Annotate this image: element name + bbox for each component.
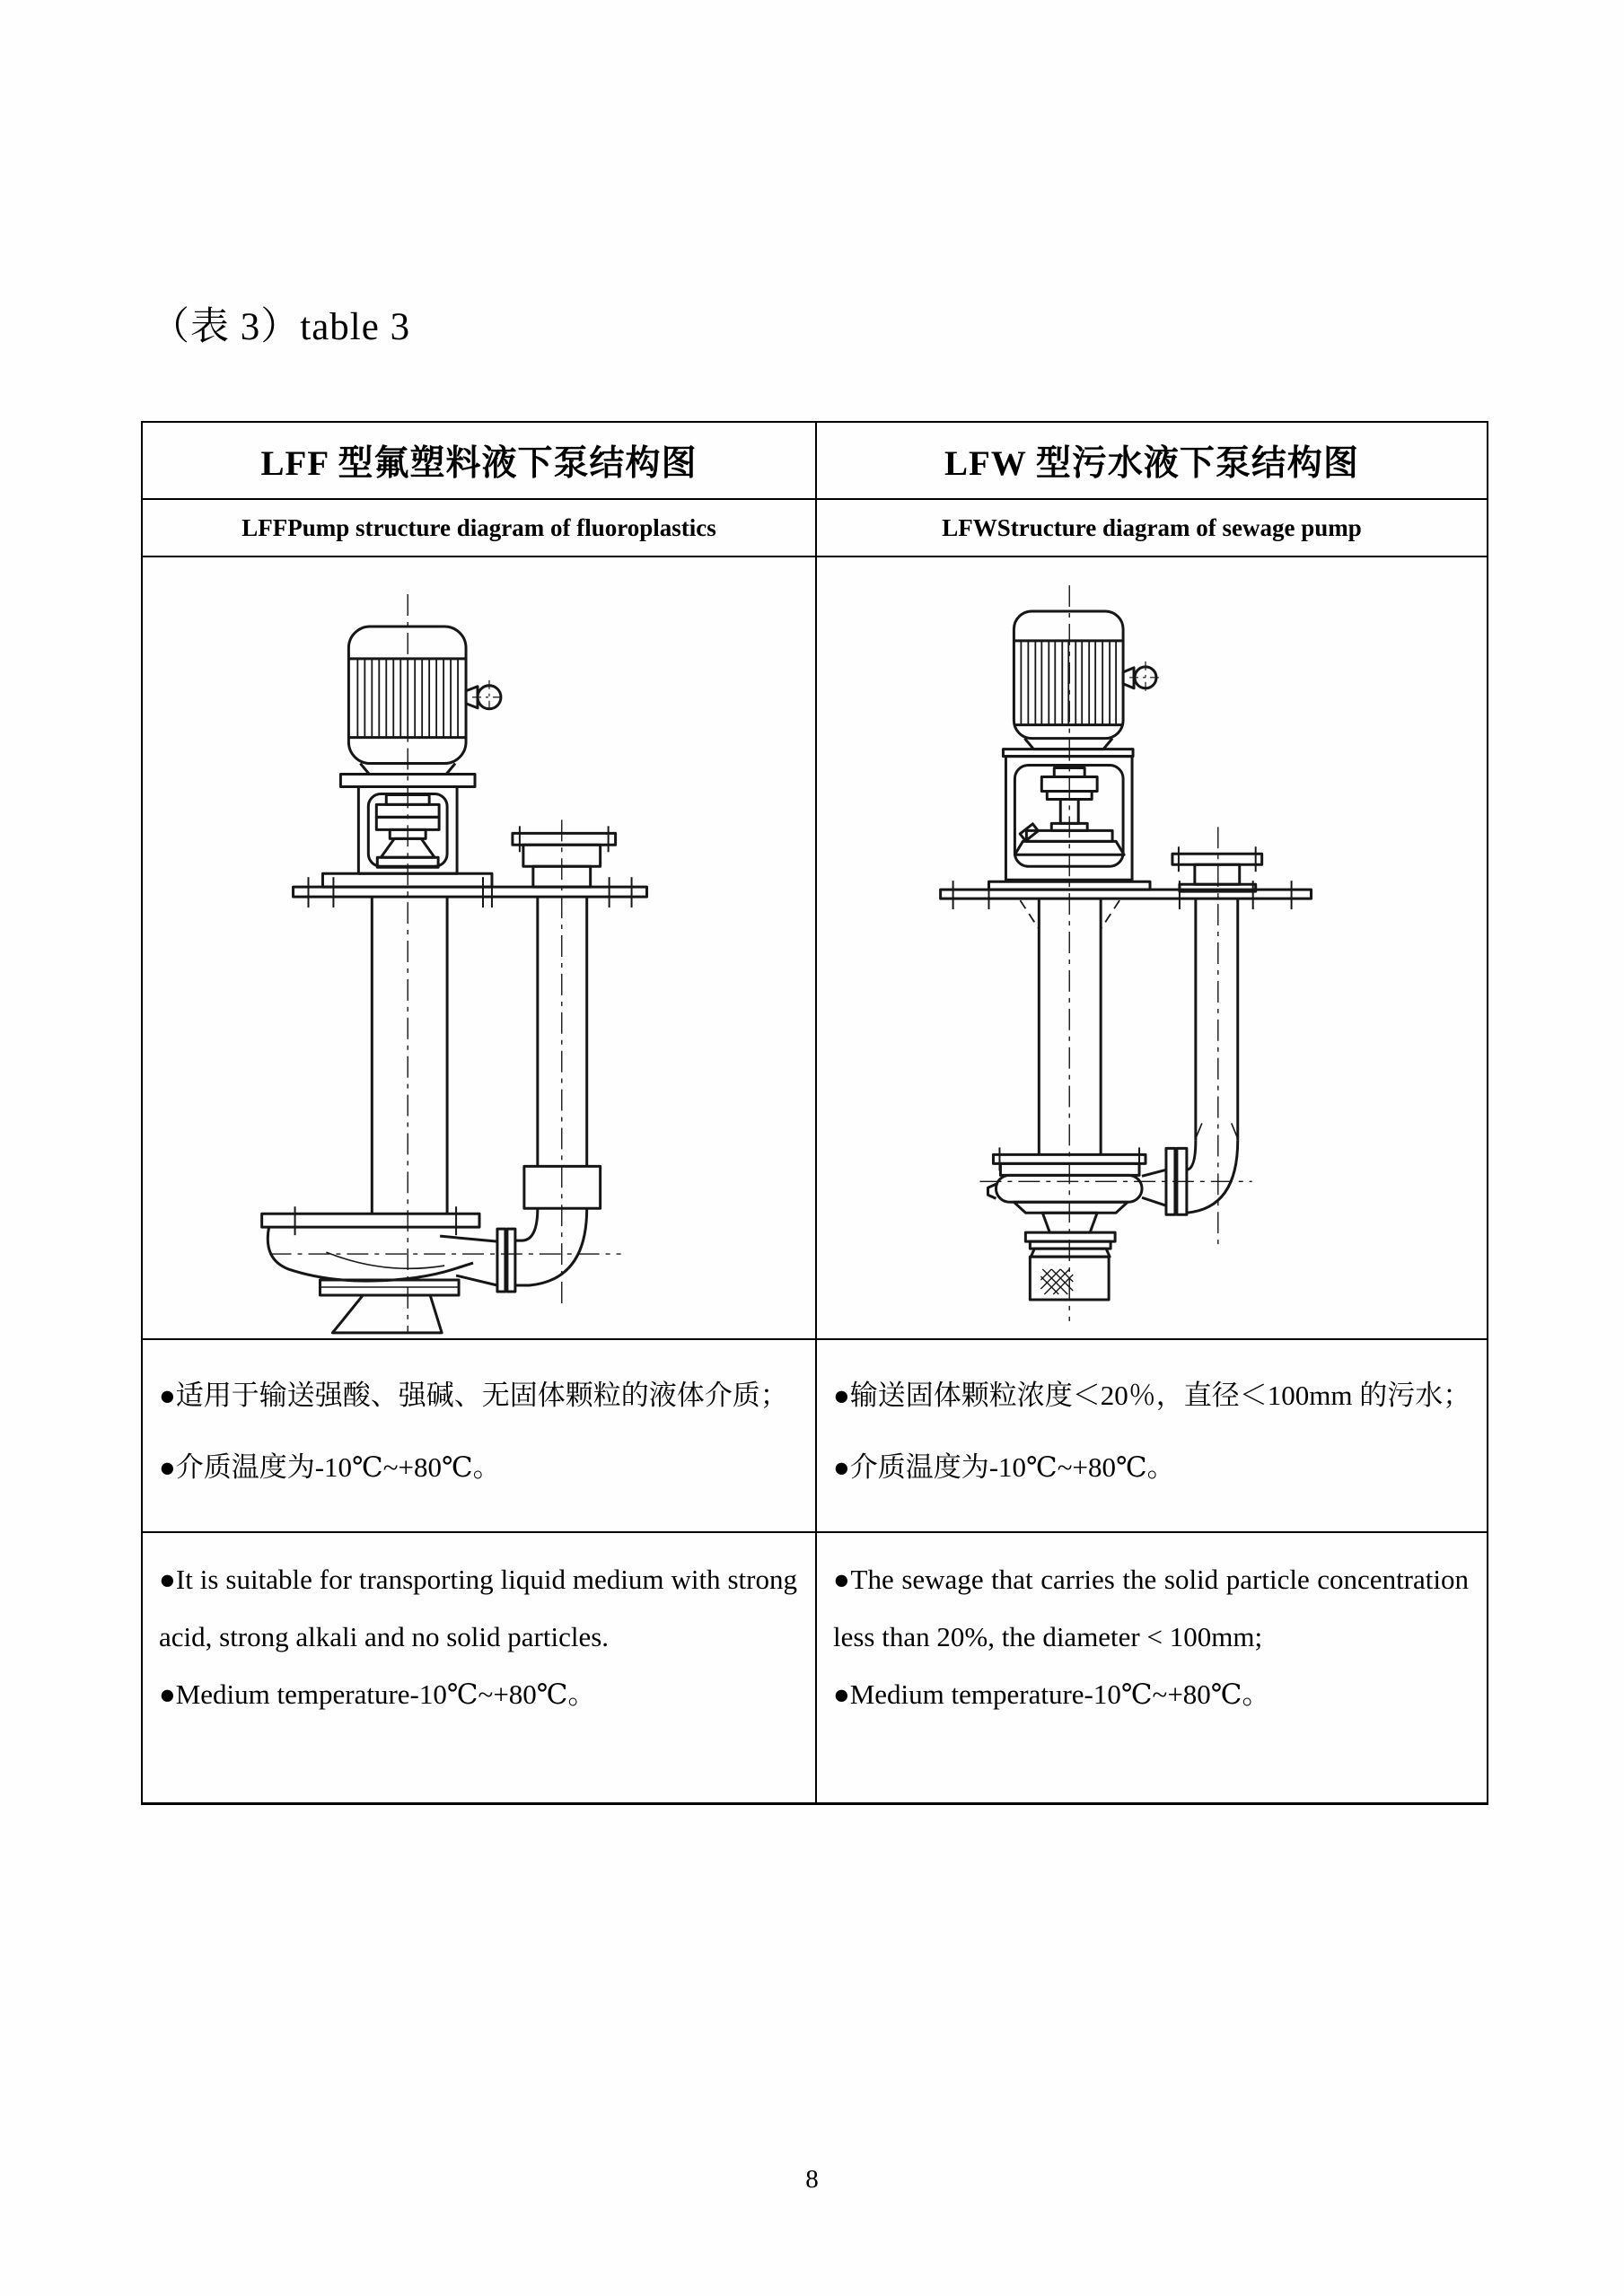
lfw-pump-casing [988, 1147, 1146, 1232]
page-title: （表 3）table 3 [151, 306, 411, 348]
lff-suction-cone [320, 1280, 459, 1333]
lff-notes-en [143, 1533, 817, 1802]
page-number: 8 [805, 2165, 819, 2194]
lfw-note-zh-1: ●输送固体颗粒浓度＜20％，直径＜100mm 的污水； [833, 1380, 1471, 1411]
lfw-note-en-1: ●The sewage that carries the solid particle concentration less than 20%, the diameter < 100mm; [833, 1564, 1469, 1652]
lff-notes-zh [143, 1340, 817, 1533]
pump-comparison-table [141, 421, 1488, 1805]
lff-note-en-2: ●Medium temperature-10℃~+80℃。 [159, 1678, 596, 1710]
lfw-note-en-2: ●Medium temperature-10℃~+80℃。 [833, 1678, 1270, 1710]
lff-eye-bolt-icon [466, 680, 506, 714]
lfw-header-zh: LFW 型污水液下泵结构图 [817, 423, 1487, 500]
lfw-suction-strainer [1025, 1232, 1115, 1300]
lfw-notes-en [817, 1533, 1487, 1802]
lfw-note-zh-2: ●介质温度为-10℃~+80℃。 [833, 1451, 1175, 1483]
lfw-notes-zh [817, 1340, 1487, 1533]
lff-discharge-flange [497, 1229, 515, 1292]
lfw-motor [1014, 611, 1123, 739]
lff-diagram-cell [143, 557, 817, 1340]
lff-discharge-elbow [515, 1208, 587, 1285]
lff-header-zh: LFF 型氟塑料液下泵结构图 [143, 423, 817, 500]
lff-header-en: LFFPump structure diagram of fluoroplastics [143, 500, 817, 557]
lff-discharge-head [513, 826, 616, 887]
lff-note-en-1: ●It is suitable for transporting liquid medium with strong acid, strong alkali and no solid particles. [159, 1564, 797, 1652]
lfw-motor-base-taper [1024, 739, 1112, 749]
lff-note-zh-1: ●适用于输送强酸、强碱、无固体颗粒的液体介质； [159, 1380, 788, 1411]
lff-baseplate [294, 887, 647, 897]
lff-volute-casing [262, 1206, 497, 1285]
lfw-diagram-cell [817, 557, 1487, 1340]
lfw-header-en: LFWStructure diagram of sewage pump [817, 500, 1487, 557]
lff-baseplate-bolts [309, 877, 632, 907]
lfw-pump-structure-diagram-icon [817, 557, 1483, 1340]
lff-note-zh-2: ●介质温度为-10℃~+80℃。 [159, 1451, 501, 1483]
lfw-discharge-head [1172, 846, 1262, 891]
lfw-eye-bolt-icon [1123, 662, 1162, 694]
lff-pump-structure-diagram-icon [143, 557, 817, 1340]
